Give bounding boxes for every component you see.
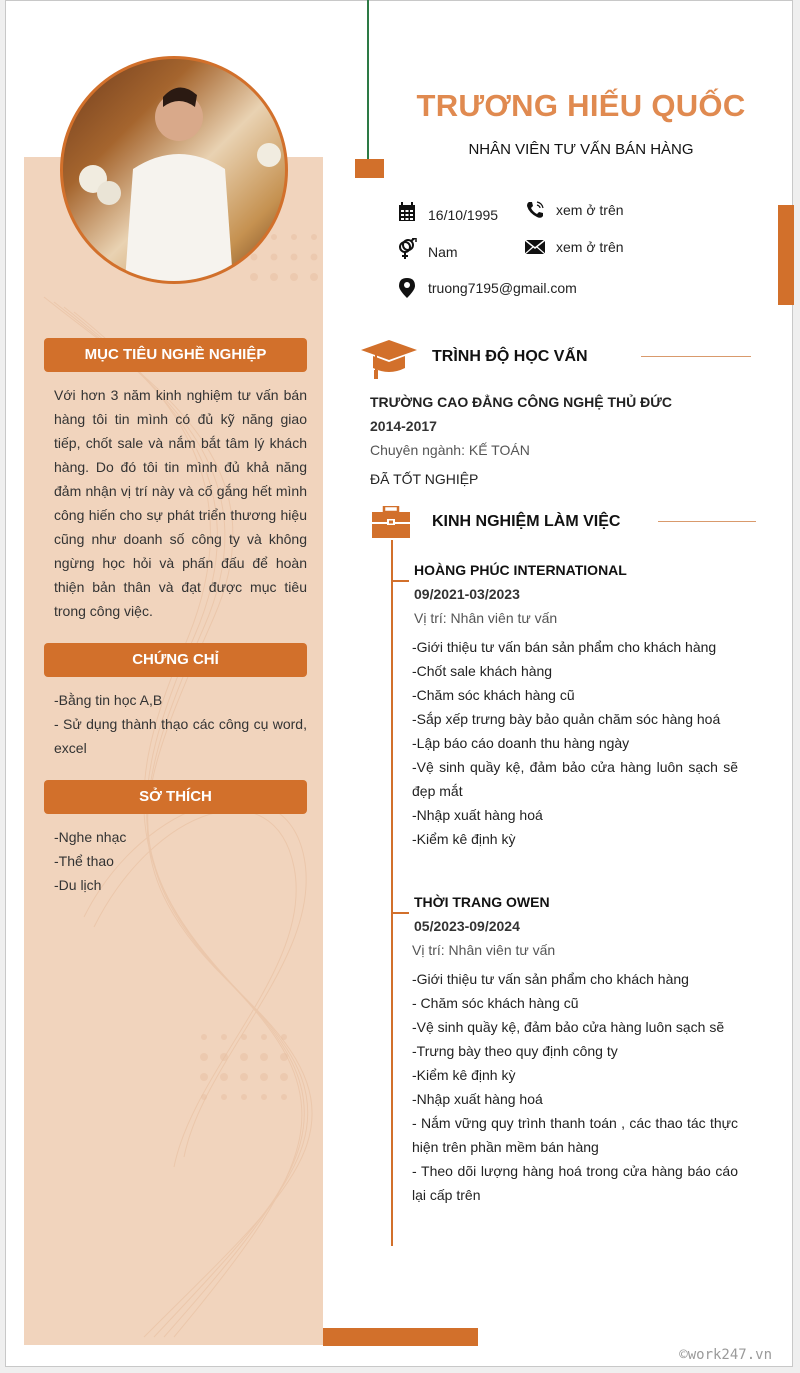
- accent-block-top: [355, 159, 384, 178]
- birthday-value: 16/10/1995: [428, 207, 499, 223]
- contact-birthday: [396, 201, 498, 223]
- location-pin-icon: [396, 277, 418, 299]
- objective-header: MỤC TIÊU NGHỀ NGHIỆP: [44, 338, 307, 372]
- duty-item: -Sắp xếp trưng bày bảo quản chăm sóc hàng hoá: [412, 711, 721, 727]
- job-company: HOÀNG PHÚC INTERNATIONAL: [414, 562, 627, 578]
- duty-item: - Theo dõi lượng hàng hoá trong cửa hàng báo cáo lại cấp trên: [412, 1163, 738, 1203]
- objective-text: Với hơn 3 năm kinh nghiệm tư vấn bán hàng tôi tin mình có đủ kỹ năng giao tiếp, chốt sale và nắm bắt tâm lý khách hàng. Do đó tôi tin mình đủ khả năng đảm nhận vị trí này và cố gắng hết mình công hiến cho sự phát triển thương hiệu cũng như doanh số công ty và không ngừng học hỏi và phấn đấu để hoàn thiện bản thân và đạt được mục tiêu trong công việc.: [54, 387, 307, 619]
- education-status: ĐÃ TỐT NGHIỆP: [370, 471, 479, 487]
- hobby-item: -Nghe nhạc: [54, 829, 127, 845]
- duty-item: -Vệ sinh quầy kệ, đảm bảo cửa hàng luôn sạch sẽ đẹp mắt: [412, 759, 738, 799]
- phone-value[interactable]: xem ở trên: [556, 202, 624, 218]
- experience-title: KINH NGHIỆM LÀM VIỆC: [432, 513, 621, 530]
- accent-bar-bottom: [323, 1328, 478, 1346]
- certificates-list: [54, 688, 307, 760]
- hobby-item: -Thể thao: [54, 853, 114, 869]
- address-value[interactable]: truong7195@gmail.com: [428, 280, 577, 296]
- profile-photo: [60, 56, 288, 284]
- job-period: 05/2023-09/2024: [414, 918, 520, 934]
- school-name: TRƯỜNG CAO ĐẲNG CÔNG NGHỆ THỦ ĐỨC: [370, 394, 672, 410]
- duty-item: -Chốt sale khách hàng: [412, 663, 553, 679]
- education-major: Chuyên ngành: KẾ TOÁN: [370, 442, 530, 458]
- job-position: Vị trí: Nhân viên tư vấn: [412, 942, 556, 958]
- certificates-header: CHỨNG CHỈ: [44, 643, 307, 677]
- phone-icon: [524, 199, 546, 221]
- person-silhouette-icon: [63, 59, 285, 281]
- hobby-item: -Du lịch: [54, 877, 102, 893]
- contact-email: [524, 236, 624, 258]
- education-title: TRÌNH ĐỘ HỌC VẤN: [432, 348, 588, 365]
- gender-icon: [396, 238, 418, 260]
- job-company: THỜI TRANG OWEN: [414, 894, 550, 910]
- duty-item: -Nhập xuất hàng hoá: [412, 1091, 543, 1107]
- duty-item: -Kiểm kê định kỳ: [412, 831, 516, 847]
- job-position: Vị trí: Nhân viên tư vấn: [414, 610, 558, 626]
- job-duties: [412, 967, 738, 1207]
- duty-item: -Trưng bày theo quy định công ty: [412, 1043, 618, 1059]
- briefcase-icon: [372, 506, 410, 543]
- accent-bar-right: [778, 205, 794, 305]
- hobbies-list: [54, 825, 307, 897]
- contact-gender: [396, 238, 458, 260]
- education-years: 2014-2017: [370, 418, 437, 434]
- gender-value: Nam: [428, 244, 458, 260]
- experience-rule: [658, 521, 756, 522]
- calendar-icon: [396, 201, 418, 223]
- candidate-name: TRƯƠNG HIẾU QUỐC: [416, 88, 746, 123]
- duty-item: - Nắm vững quy trình thanh toán , các thao tác thực hiện trên phần mềm bán hàng: [412, 1115, 738, 1155]
- contact-address: [396, 277, 577, 299]
- hobbies-header: SỞ THÍCH: [44, 780, 307, 814]
- graduation-cap-icon: [361, 338, 417, 385]
- job-duties: [412, 635, 738, 851]
- timeline-line: [391, 540, 393, 1246]
- vertical-divider-line: [367, 0, 369, 160]
- education-rule: [641, 356, 751, 357]
- job-period: 09/2021-03/2023: [414, 586, 520, 602]
- timeline-tick: [391, 580, 409, 582]
- duty-item: -Nhập xuất hàng hoá: [412, 807, 543, 823]
- watermark: ©work247.vn: [679, 1347, 772, 1363]
- duty-item: -Lập báo cáo doanh thu hàng ngày: [412, 735, 630, 751]
- duty-item: -Giới thiệu tư vấn sản phẩm cho khách hàng: [412, 971, 689, 987]
- duty-item: -Kiểm kê định kỳ: [412, 1067, 516, 1083]
- duty-item: -Giới thiệu tư vấn bán sản phẩm cho khách hàng: [412, 639, 717, 655]
- timeline-tick: [391, 912, 409, 914]
- certificate-item: -Bằng tin học A,B: [54, 692, 163, 708]
- duty-item: - Chăm sóc khách hàng cũ: [412, 995, 579, 1011]
- envelope-icon: [524, 236, 546, 258]
- certificate-item: - Sử dụng thành thạo các công cụ word, excel: [54, 716, 307, 756]
- duty-item: -Vệ sinh quầy kệ, đảm bảo cửa hàng luôn sạch sẽ: [412, 1019, 725, 1035]
- job-title: NHÂN VIÊN TƯ VẤN BÁN HÀNG: [468, 141, 694, 158]
- email-value[interactable]: xem ở trên: [556, 239, 624, 255]
- duty-item: -Chăm sóc khách hàng cũ: [412, 687, 575, 703]
- contact-phone: [524, 199, 624, 221]
